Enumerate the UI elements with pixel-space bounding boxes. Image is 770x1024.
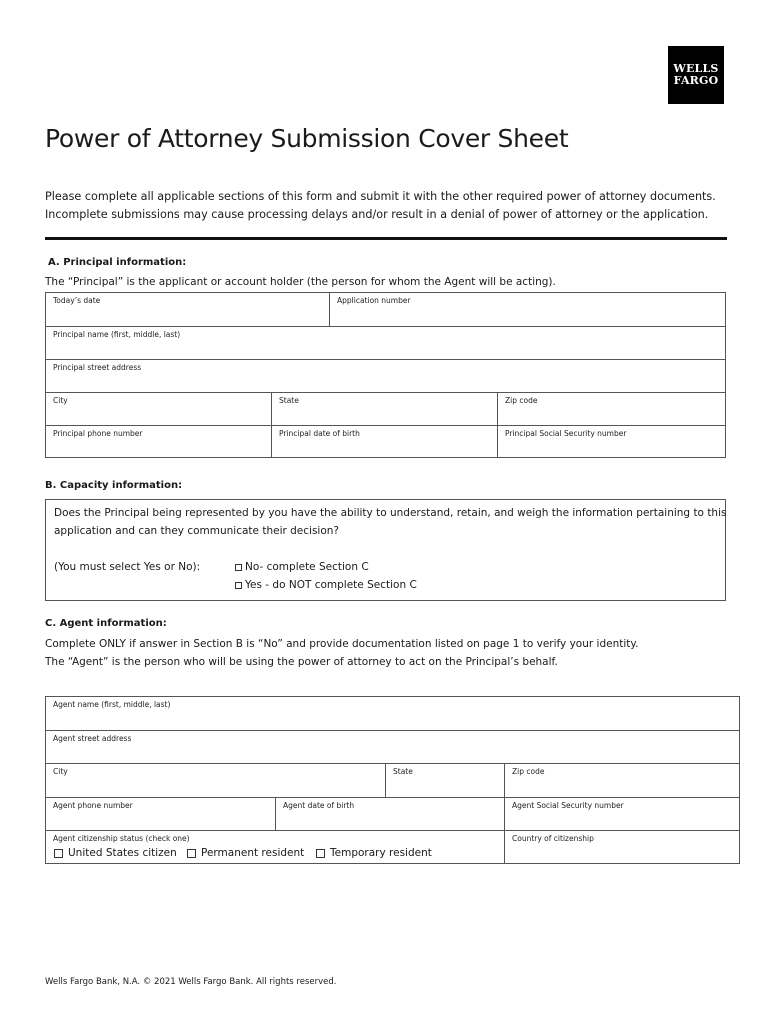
- principal-zip-label: Zip code: [505, 396, 538, 405]
- principal-city-label: City: [53, 396, 68, 405]
- capacity-option-yes[interactable]: [235, 579, 417, 591]
- agent-state-label: State: [393, 767, 413, 776]
- agent-street-field[interactable]: [46, 731, 739, 764]
- section-b-heading: B. Capacity information:: [45, 480, 183, 491]
- principal-info-table: [45, 292, 726, 458]
- section-a-description: The “Principal” is the applicant or account holder (the person for whom the Agent will be acting).: [45, 276, 556, 288]
- todays-date-label: Today’s date: [53, 296, 101, 305]
- intro-line-1: Please complete all applicable sections of this form and submit it with the other required power of attorney documents.: [45, 190, 716, 203]
- section-c-line-2: The “Agent” is the person who will be using the power of attorney to act on the Principal’s behalf.: [45, 656, 558, 668]
- agent-state-field[interactable]: [386, 764, 505, 798]
- capacity-box: [45, 499, 726, 601]
- agent-name-field[interactable]: [46, 697, 739, 731]
- agent-city-field[interactable]: [46, 764, 386, 798]
- agent-citizenship-field: [46, 831, 505, 863]
- principal-dob-label: Principal date of birth: [279, 429, 360, 438]
- checkbox-icon[interactable]: [54, 849, 63, 858]
- wells-fargo-logo: [668, 46, 724, 104]
- logo-line-2: FARGO: [673, 74, 719, 87]
- capacity-instruction: (You must select Yes or No):: [54, 561, 201, 573]
- agent-name-label: Agent name (first, middle, last): [53, 700, 171, 709]
- checkbox-icon[interactable]: [235, 564, 242, 571]
- citizenship-option-temporary[interactable]: [316, 847, 432, 859]
- principal-zip-field[interactable]: [498, 393, 725, 426]
- application-number-field[interactable]: [330, 293, 725, 327]
- agent-country-field[interactable]: [505, 831, 739, 863]
- principal-ssn-label: Principal Social Security number: [505, 429, 627, 438]
- citizenship-us-label: United States citizen: [68, 847, 177, 859]
- agent-zip-field[interactable]: [505, 764, 739, 798]
- agent-dob-field[interactable]: [276, 798, 505, 831]
- checkbox-icon[interactable]: [316, 849, 325, 858]
- section-a-heading: A. Principal information:: [48, 257, 187, 268]
- agent-citizenship-label: Agent citizenship status (check one): [53, 834, 190, 843]
- capacity-question: [54, 504, 726, 540]
- principal-street-field[interactable]: [46, 360, 725, 393]
- citizenship-permanent-label: Permanent resident: [201, 847, 305, 859]
- principal-dob-field[interactable]: [272, 426, 498, 457]
- agent-phone-field[interactable]: [46, 798, 276, 831]
- principal-phone-label: Principal phone number: [53, 429, 143, 438]
- page-title: Power of Attorney Submission Cover Sheet: [45, 124, 569, 153]
- option-no-label: No- complete Section C: [245, 561, 369, 573]
- section-divider: [45, 237, 727, 240]
- capacity-question-line-2: application and can they communicate their decision?: [54, 525, 339, 537]
- citizenship-option-us[interactable]: [54, 847, 177, 859]
- logo-line-1: WELLS: [673, 62, 719, 75]
- citizenship-temporary-label: Temporary resident: [330, 847, 432, 859]
- principal-ssn-field[interactable]: [498, 426, 725, 457]
- intro-line-2: Incomplete submissions may cause processing delays and/or result in a denial of power of attorney or the application.: [45, 208, 709, 221]
- agent-info-table: [45, 696, 740, 864]
- principal-state-label: State: [279, 396, 299, 405]
- footer-copyright: Wells Fargo Bank, N.A. © 2021 Wells Fargo Bank. All rights reserved.: [45, 977, 337, 987]
- application-number-label: Application number: [337, 296, 411, 305]
- principal-name-field[interactable]: [46, 327, 725, 360]
- intro-text: [45, 188, 716, 224]
- checkbox-icon[interactable]: [235, 582, 242, 589]
- agent-street-label: Agent street address: [53, 734, 132, 743]
- agent-city-label: City: [53, 767, 68, 776]
- section-c-line-1: Complete ONLY if answer in Section B is “No” and provide documentation listed on page 1 to verify your identity.: [45, 638, 639, 650]
- checkbox-icon[interactable]: [187, 849, 196, 858]
- agent-country-label: Country of citizenship: [512, 834, 594, 843]
- agent-dob-label: Agent date of birth: [283, 801, 355, 810]
- agent-ssn-field[interactable]: [505, 798, 739, 831]
- principal-state-field[interactable]: [272, 393, 498, 426]
- option-yes-label: Yes - do NOT complete Section C: [245, 579, 417, 591]
- section-c-text: [45, 635, 638, 671]
- principal-city-field[interactable]: [46, 393, 272, 426]
- citizenship-option-permanent[interactable]: [187, 847, 304, 859]
- section-c-heading: C. Agent information:: [45, 618, 167, 629]
- principal-street-label: Principal street address: [53, 363, 142, 372]
- agent-ssn-label: Agent Social Security number: [512, 801, 624, 810]
- principal-phone-field[interactable]: [46, 426, 272, 457]
- agent-phone-label: Agent phone number: [53, 801, 133, 810]
- principal-name-label: Principal name (first, middle, last): [53, 330, 181, 339]
- capacity-question-line-1: Does the Principal being represented by you have the ability to understand, retain, and weigh the information pertaining to this: [54, 507, 727, 519]
- agent-zip-label: Zip code: [512, 767, 545, 776]
- todays-date-field[interactable]: [46, 293, 330, 327]
- capacity-option-no[interactable]: [235, 561, 369, 573]
